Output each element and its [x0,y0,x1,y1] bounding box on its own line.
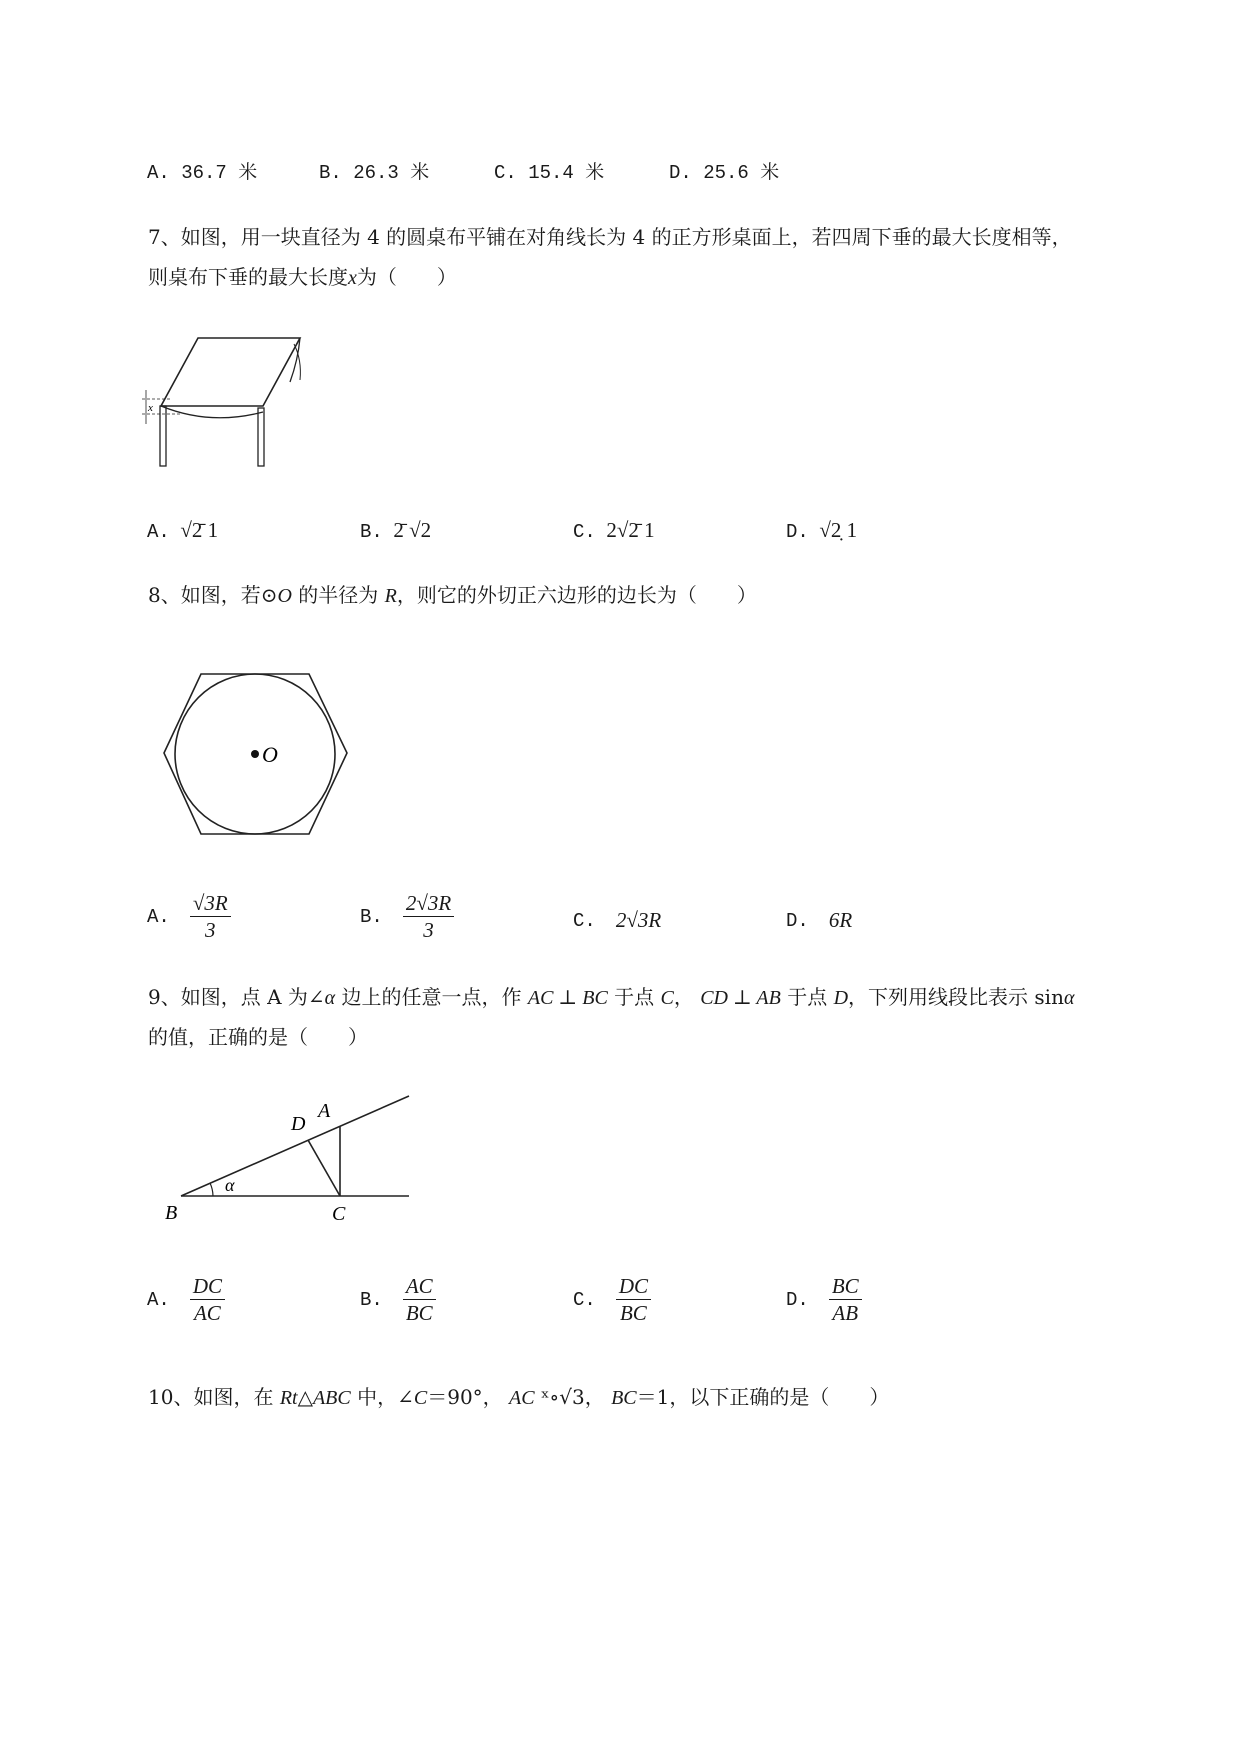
cloth-front-drape [161,406,263,418]
q9-options [147,1273,1047,1343]
alpha-label: α [225,1175,235,1195]
q8-option-a-fraction: $\frac{√3R}{3}$ [190,890,231,943]
q7-line2: 则桌布下垂的最大长度x为（ ） [148,265,457,289]
q9-option-a-fraction: $\frac{DC}{AC}$ [190,1273,225,1326]
label-a: A [318,1100,331,1122]
figure-x-label: x [148,402,153,414]
center-label: O [262,742,278,767]
table-leg-right [258,408,264,466]
label-d: D [291,1113,306,1135]
label-c: C [332,1203,346,1225]
q6-option-b: B. 26.3 米 [319,162,430,184]
table-top [161,338,300,406]
q8-option-b-fraction: $\frac{2√3R}{3}$ [403,890,454,943]
q9-option-c-fraction: $\frac{DC}{BC}$ [616,1273,651,1326]
q9-option-b-fraction: $\frac{AC}{BC}$ [403,1273,436,1326]
table-leg-left [160,406,166,466]
q9-line2: 的值，正确的是（ ） [148,1025,368,1049]
q8-option-a: A. $\frac{√3R}{3}$ [147,890,231,943]
q8-question: 8、如图，若⊙O 的半径为 R，则它的外切正六边形的边长为（ ） [148,583,757,607]
q6-options [147,157,1047,187]
angle-arc [210,1183,213,1196]
q10-question: 10、如图，在 Rt△ABC 中，∠C＝90°， AC ˣ∘√3， BC＝1，以下正确的是（ ） [148,1385,890,1409]
q9-line1: 9、如图，点 A 为∠α 边上的任意一点，作 AC ⊥ BC 于点 C， CD ⊥ AB 于点 D，下列用线段比表示 sinα [148,985,1075,1009]
segment-cd [308,1140,340,1196]
q8-option-b: B. $\frac{2√3R}{3}$ [360,890,454,943]
table-figure [140,330,310,470]
q9-option-c: C. $\frac{DC}{BC}$ [573,1273,651,1326]
cloth-right-drape [290,338,300,382]
q6-option-d: D. 25.6 米 [669,162,780,184]
q8-options [147,890,1047,960]
q8-option-c: C. 2√3R [573,908,662,932]
q6-option-a: A. 36.7 米 [147,162,258,184]
center-point [251,750,259,758]
hexagon-figure [160,670,360,840]
q7-option-c: C. 2√2̄ 1 [573,518,655,543]
q9-option-a: A. $\frac{DC}{AC}$ [147,1273,225,1326]
triangle-figure [155,1090,415,1230]
q9-option-d: D. $\frac{BC}{AB}$ [786,1273,862,1326]
q6-option-c: C. 15.4 米 [494,162,605,184]
label-b: B [165,1202,178,1224]
q7-option-b: B. 2̄ √2 [360,518,432,543]
q7-line1: 7、如图，用一块直径为 4 的圆桌布平铺在对角线长为 4 的正方形桌面上，若四周下垂的最大长度相等， [148,225,1072,249]
ray-ba [181,1096,409,1196]
q8-option-d: D. 6R [786,908,853,932]
q7-option-d: D. √2̣ 1 [786,518,858,543]
q9-option-b: B. $\frac{AC}{BC}$ [360,1273,436,1326]
cloth-edge [294,344,300,380]
q7-options [147,518,1047,550]
q9-option-d-fraction: $\frac{BC}{AB}$ [829,1273,862,1326]
q7-option-a: A. √2̄ 1 [147,518,219,543]
